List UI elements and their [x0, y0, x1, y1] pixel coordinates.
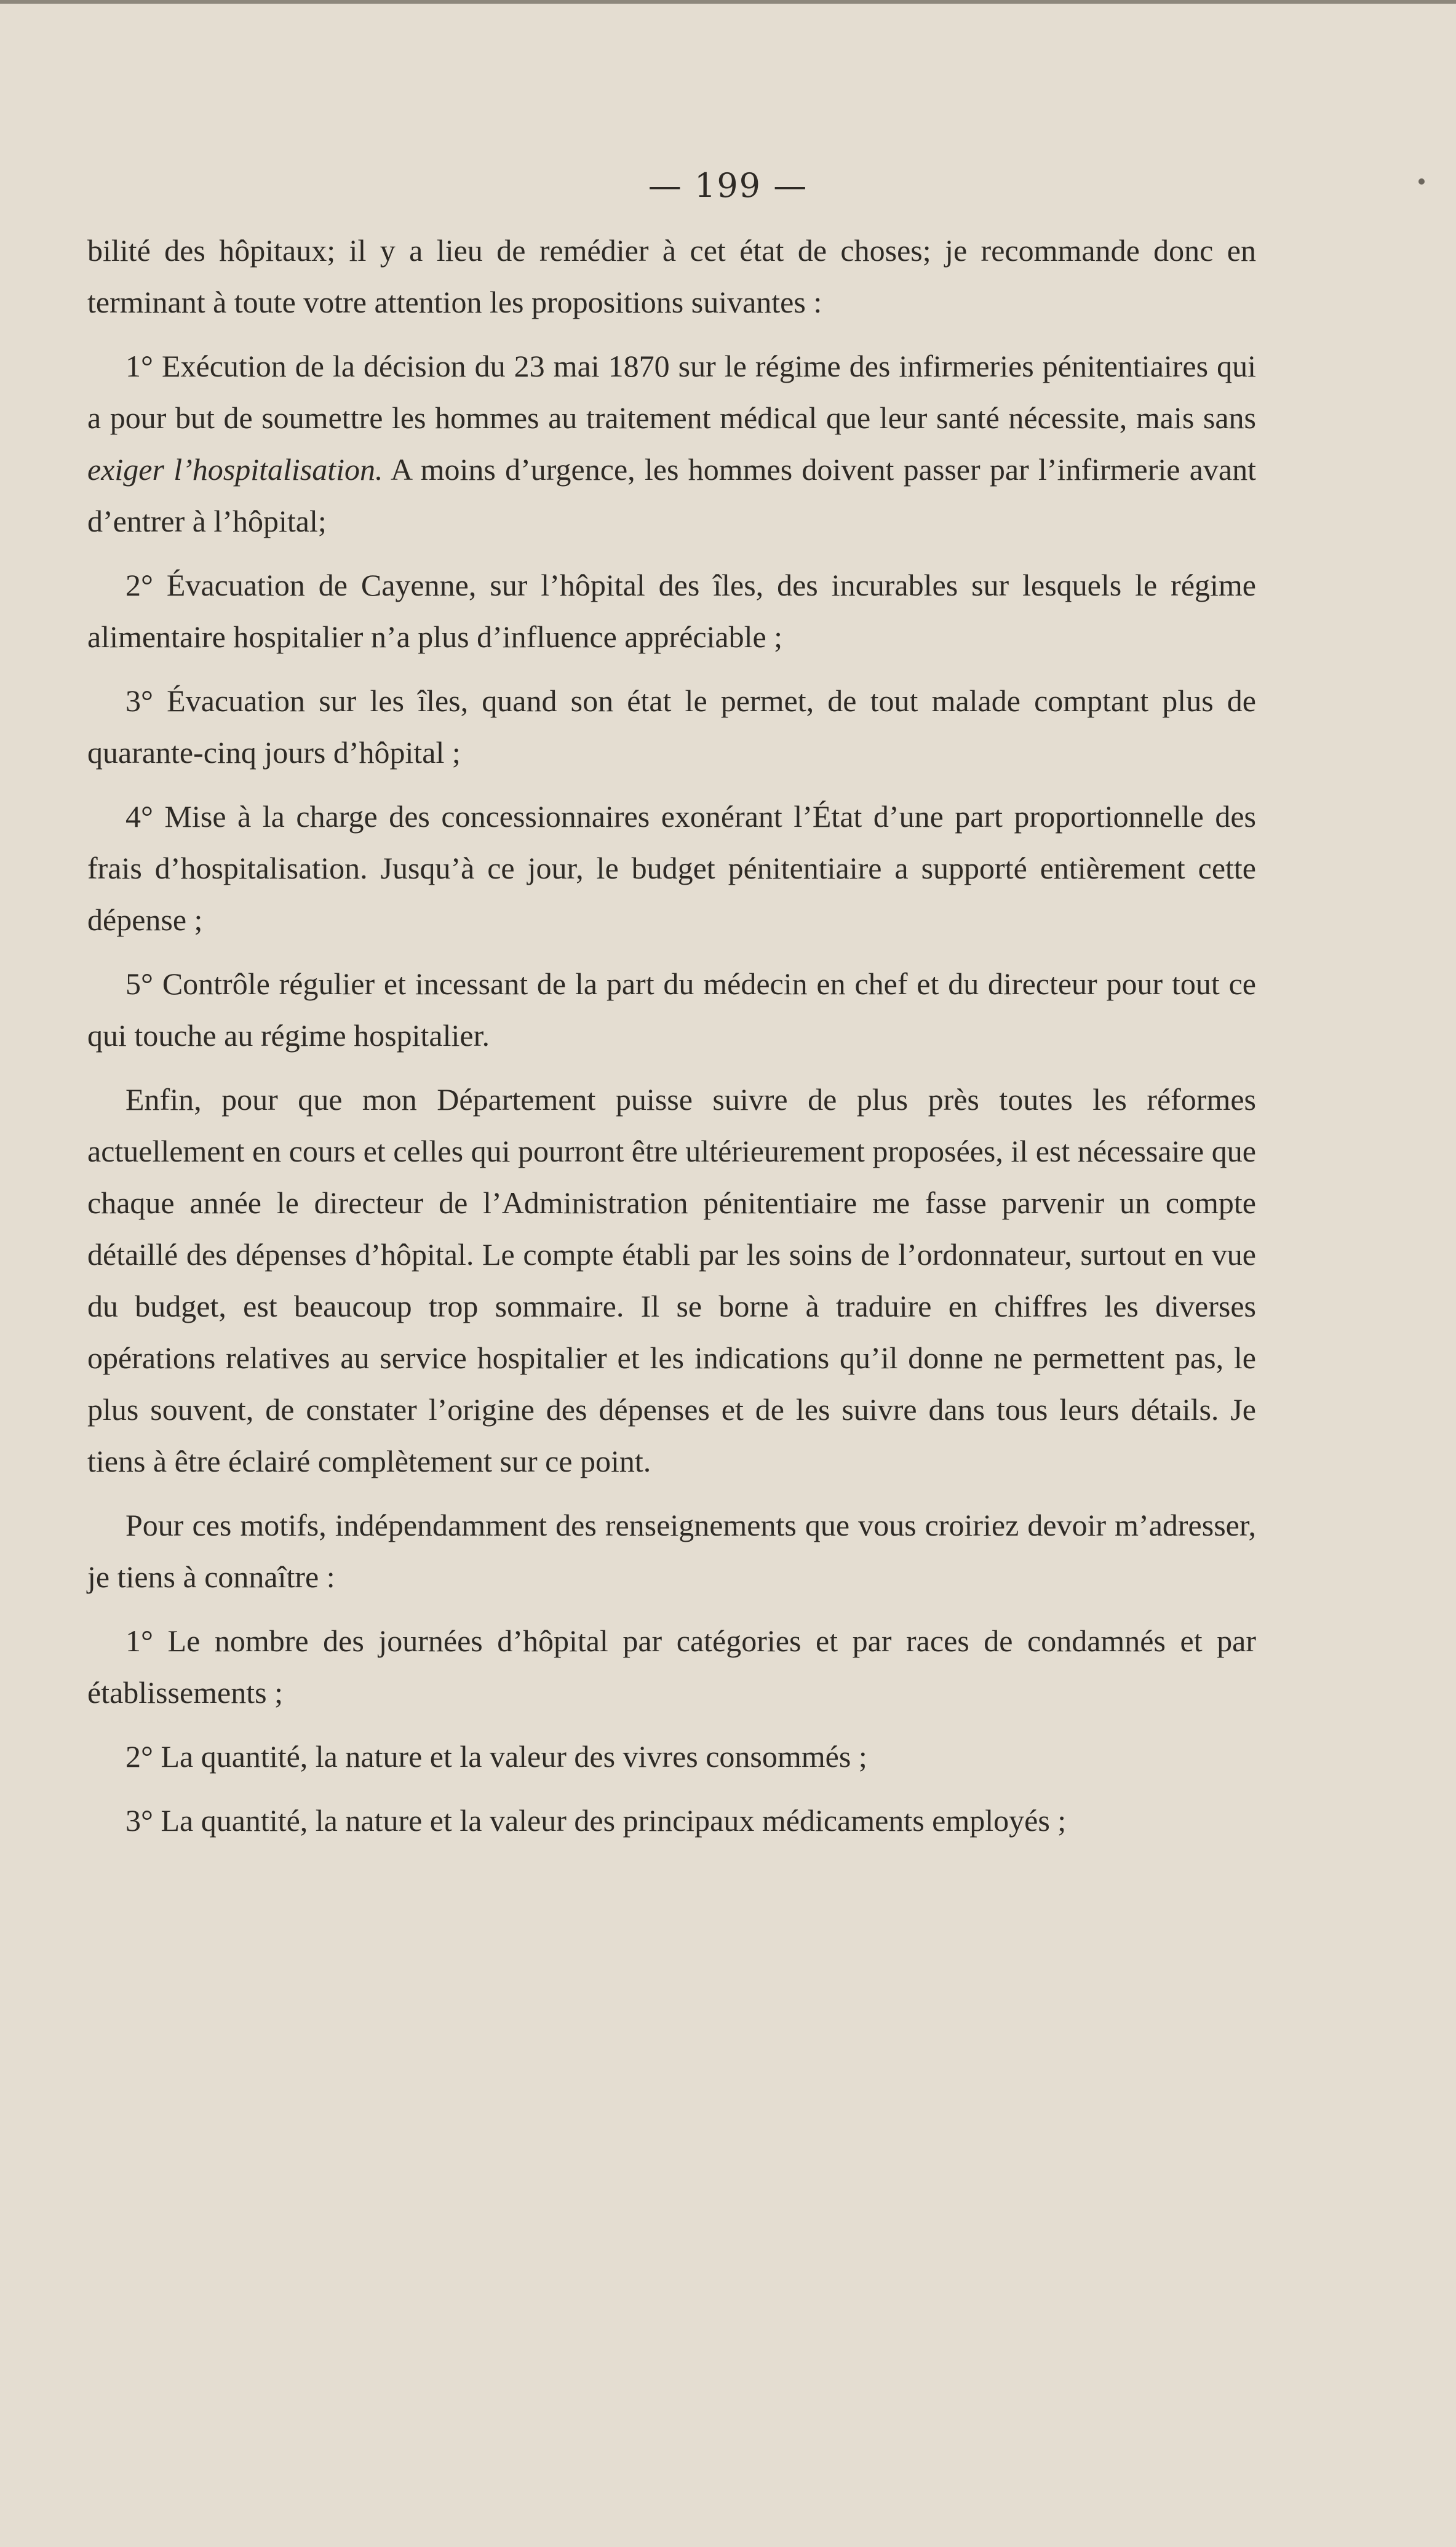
proposal-1-text-start: 1° Exécution de la décision du 23 mai 1870 sur le régime des infirmeries pénitentiaires qui a pour but de soumettre les hommes au traitement médical que leur santé nécessite, mais sans [87, 349, 1256, 435]
paragraph-enfin: Enfin, pour que mon Département puisse suivre de plus près toutes les réformes actuellement en cours et celles qui pourront être ultérieurement proposées, il est nécessaire que chaque année le directeur de l’Administration pénitentiaire me fasse parvenir un compte détaillé des dépenses d’hôpital. Le compte établi par les soins de l’ordonnateur, surtout en vue du budget, est beaucoup trop sommaire. Il se borne à traduire en chiffres les diverses opérations relatives au service hospitalier et les indications qu’il donne ne permettent pas, le plus souvent, de constater l’origine des dépenses et de les suivre dans tous leurs détails. Je tiens à être éclairé complètement sur ce point. [87, 1082, 1256, 1478]
proposal-1-emphasis: exiger l’hospitalisation. [87, 452, 383, 487]
page-top-edge [0, 0, 1456, 4]
page-number: — 199 — [648, 166, 808, 205]
body-text [87, 225, 1256, 1859]
paragraph-request-1: 1° Le nombre des journées d’hôpital par catégories et par races de condamnés et par établissements ; [87, 1624, 1256, 1710]
paragraph-proposal-5: 5° Contrôle régulier et incessant de la part du médecin en chef et du directeur pour tout ce qui touche au régime hospitalier. [87, 967, 1256, 1053]
paragraph-request-3: 3° La quantité, la nature et la valeur des principaux médicaments employés ; [125, 1803, 1067, 1838]
paragraph-proposal-4: 4° Mise à la charge des concessionnaires exonérant l’État d’une part proportionnelle des frais d’hospitalisation. Jusqu’à ce jour, le budget pénitentiaire a supporté entièrement cette dépense ; [87, 799, 1256, 937]
paragraph-proposal-1 [87, 340, 1256, 547]
paragraph-proposal-3: 3° Évacuation sur les îles, quand son état le permet, de tout malade comptant plus de quarante-cinq jours d’hôpital ; [87, 684, 1256, 770]
paragraph-continuation: bilité des hôpitaux; il y a lieu de remédier à cet état de choses; je recommande donc en terminant à toute votre attention les propositions suivantes : [87, 233, 1256, 319]
paragraph-request-2: 2° La quantité, la nature et la valeur des vivres consommés ; [125, 1739, 867, 1774]
paragraph-proposal-2: 2° Évacuation de Cayenne, sur l’hôpital des îles, des incurables sur lesquels le régime alimentaire hospitalier n’a plus d’influence appréciable ; [87, 568, 1256, 654]
paragraph-motifs: Pour ces motifs, indépendamment des renseignements que vous croiriez devoir m’adresser, je tiens à connaître : [87, 1508, 1256, 1594]
proposal-1-text-end: A moins d’urgence, les hommes doivent passer par l’infirmerie avant d’entrer à l’hôpital; [87, 452, 1257, 538]
